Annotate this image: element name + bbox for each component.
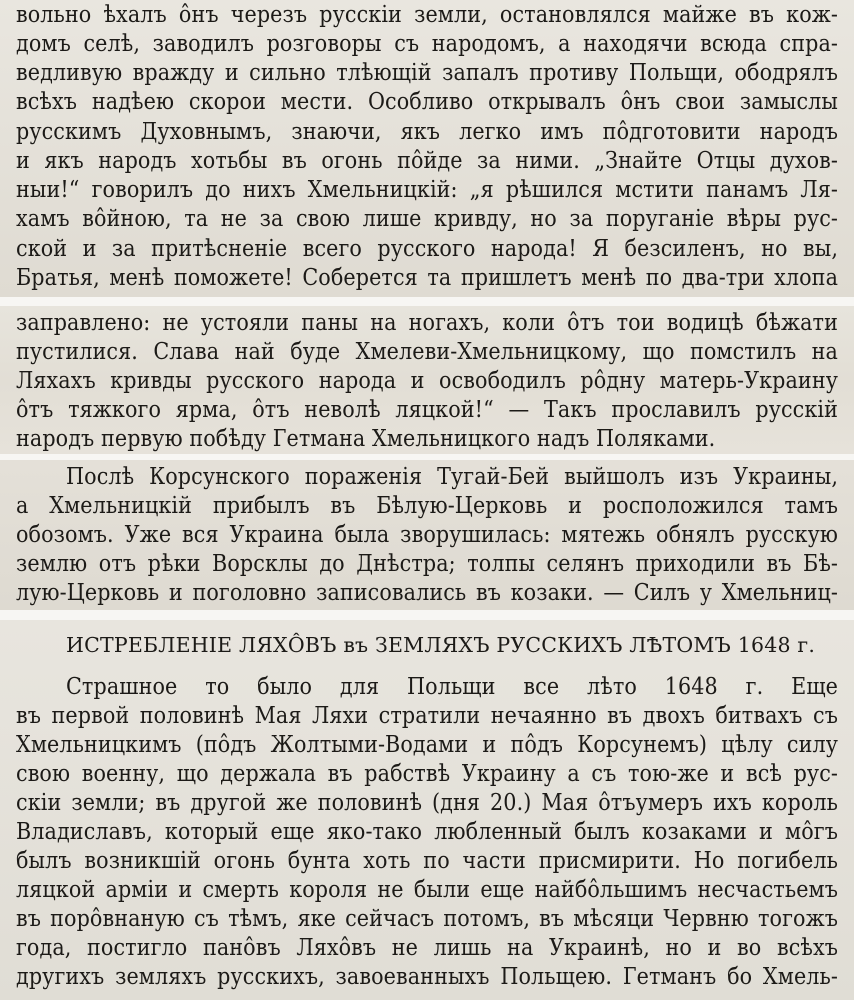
text-line: ôтъ тяжкого ярма, ôтъ неволѣ ляцкой!“ — Такъ прославилъ русскій xyxy=(16,397,838,423)
text-line: ской и за притѣсненіе всего русского народа! Я безсиленъ, но вы, xyxy=(16,236,838,262)
text-line: Владиславъ, который еще яко-тако любленный былъ козаками и мôгъ xyxy=(16,819,838,845)
text-line: русскимъ Духовнымъ, знаючи, якъ легко имъ пôдготовити народъ xyxy=(16,119,838,145)
text-line: хамъ вôйною, та не за свою лише кривду, но за поруганіе вѣры рус- xyxy=(16,206,838,232)
text-line: народъ первую побѣду Гетмана Хмельницкого надъ Поляками. xyxy=(16,426,716,452)
text-line: Послѣ Корсунского пораженія Тугай-Бей выйшолъ изъ Украины, xyxy=(66,464,838,490)
text-line: года, постигло панôвъ Ляхôвъ не лишь на Украинѣ, но и во всѣхъ xyxy=(16,935,838,961)
text-block-2 xyxy=(0,306,854,454)
text-line: ляцкой арміи и смерть короля не были еще найбôльшимъ несчастьемъ xyxy=(16,877,838,903)
text-line: ведливую вражду и сильно тлѣющій запалъ противу Польщи, ободрялъ xyxy=(16,60,838,86)
text-block-1 xyxy=(0,0,854,297)
text-line: Ляхахъ кривды русского народа и освободилъ рôдну матерь-Украину xyxy=(16,368,838,394)
text-line: землю отъ рѣки Ворсклы до Днѣстра; толпы селянъ приходили въ Бѣ- xyxy=(16,551,838,577)
fold-gap xyxy=(0,297,854,306)
text-line: въ порôвнаную съ тѣмъ, яке сейчасъ потомъ, въ мѣсяци Червню тогожъ xyxy=(16,906,838,932)
text-line: былъ возникшій огонь бунта хоть по части присмирити. Но погибель xyxy=(16,848,838,874)
text-line: Братья, менѣ поможете! Соберется та пришлетъ менѣ по два-три хлопа xyxy=(16,265,838,291)
text-line: другихъ земляхъ русскихъ, завоеванныхъ Польщею. Гетманъ бо Хмель- xyxy=(16,964,838,990)
text-block-3 xyxy=(0,460,854,610)
text-block-4 xyxy=(0,620,854,1000)
section-heading: ИСТРЕБЛЕНІЕ ЛЯХÔВЪ въ ЗЕМЛЯХЪ РУССКИХЪ ЛѢТОМЪ 1648 г. xyxy=(66,633,816,657)
text-line: заправлено: не устояли паны на ногахъ, коли ôтъ тои водицѣ бѣжати xyxy=(16,310,838,336)
text-line: свою военну, що держала въ рабствѣ Украину а съ тою-же и всѣ рус- xyxy=(16,761,838,787)
text-line: домъ селѣ, заводилъ розговоры съ народомъ, а находячи всюда спра- xyxy=(16,31,838,57)
text-line: въ первой половинѣ Мая Ляхи стратили нечаянно въ двохъ битвахъ съ xyxy=(16,703,838,729)
text-line: лую-Церковь и поголовно записовались въ козаки. — Силъ у Хмельниц- xyxy=(16,580,838,606)
text-line: обозомъ. Уже вся Украина была зворушилась: мятежь обнялъ русскую xyxy=(16,522,838,548)
text-line: Хмельницкимъ (пôдъ Жолтыми-Водами и пôдъ Корсунемъ) цѣлу силу xyxy=(16,732,838,758)
text-line: Страшное то было для Польщи все лѣто 1648 г. Еще xyxy=(66,674,838,700)
text-line: пустилися. Слава най буде Хмелеви-Хмельницкому, що помстилъ на xyxy=(16,339,838,365)
text-line: а Хмельницкій прибылъ въ Бѣлую-Церковь и росположился тамъ xyxy=(16,493,838,519)
text-line: и якъ народъ хотьбы въ огонь пôйде за ними. „Знайте Отцы духов- xyxy=(16,148,838,174)
text-line: всѣхъ надѣею скорои мести. Особливо открывалъ ôнъ свои замыслы xyxy=(16,89,838,115)
text-line: вольно ѣхалъ ôнъ черезъ русскіи земли, останoвлялся майже въ кож- xyxy=(16,2,838,28)
fold-gap xyxy=(0,610,854,620)
text-line: ныи!“ говорилъ до нихъ Хмельницкій: „я рѣшился мстити панамъ Ля- xyxy=(16,177,838,203)
text-line: скіи земли; въ другой же половинѣ (дня 20.) Мая ôтъумеръ ихъ король xyxy=(16,790,838,816)
